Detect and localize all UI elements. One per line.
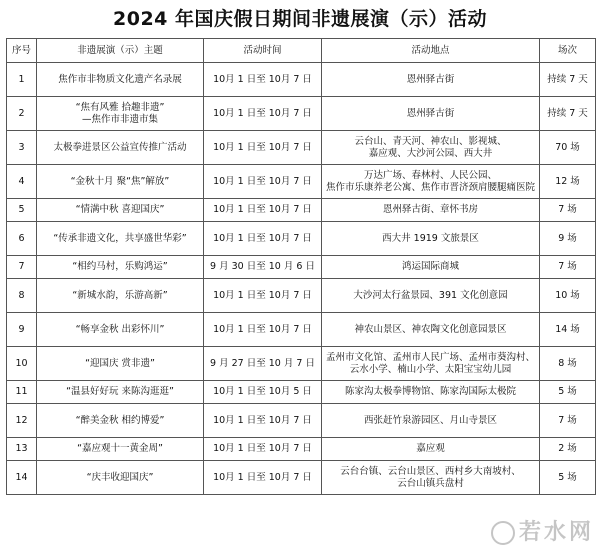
cell-time: 9 月 27 日至 10 月 7 日 — [204, 347, 322, 381]
cell-index: 14 — [7, 461, 37, 495]
watermark — [491, 515, 594, 546]
cell-venue-line: 恩州驿古街 — [406, 107, 455, 119]
cell-venue-line: 万达广场、春林村、人民公园、 — [363, 169, 497, 181]
cell-venue-line: 恩州驿古街 — [406, 73, 455, 85]
cell-theme-line: “相约马村，乐购鸿运” — [72, 261, 168, 272]
cell-venue — [322, 97, 540, 131]
table-row — [7, 97, 596, 131]
cell-count: 持续 7 天 — [540, 63, 596, 97]
header-index: 序号 — [7, 39, 37, 63]
table-row — [7, 279, 596, 313]
cell-time: 10月 1 日至 10月 7 日 — [204, 199, 322, 222]
header-theme: 非遗展演（示）主题 — [37, 39, 204, 63]
table-header-row — [7, 39, 596, 63]
cell-count: 70 场 — [540, 131, 596, 165]
table-row — [7, 461, 596, 495]
cell-index: 1 — [7, 63, 37, 97]
cell-time: 10月 1 日至 10月 5 日 — [204, 381, 322, 404]
cell-venue — [322, 347, 540, 381]
table-row — [7, 63, 596, 97]
table-row — [7, 131, 596, 165]
table-row — [7, 222, 596, 256]
cell-theme-line: “醉美金秋 相约博爱” — [75, 414, 165, 426]
cell-venue — [322, 131, 540, 165]
cell-venue — [322, 461, 540, 495]
table-row — [7, 438, 596, 461]
cell-venue-line: 嘉应观、大沙河公园、西大井 — [368, 147, 493, 159]
cell-time: 10月 1 日至 10月 7 日 — [204, 131, 322, 165]
cell-index: 4 — [7, 165, 37, 199]
cell-time: 10月 1 日至 10月 7 日 — [204, 222, 322, 256]
cell-theme — [37, 63, 204, 97]
cell-time: 10月 1 日至 10月 7 日 — [204, 461, 322, 495]
cell-theme — [37, 256, 204, 279]
cell-venue — [322, 222, 540, 256]
table-body — [7, 63, 596, 495]
cell-theme — [37, 97, 204, 131]
cell-venue — [322, 165, 540, 199]
table-row — [7, 381, 596, 404]
cell-venue — [322, 256, 540, 279]
cell-count: 7 场 — [540, 256, 596, 279]
cell-theme — [37, 313, 204, 347]
cell-count: 5 场 — [540, 381, 596, 404]
cell-time: 10月 1 日至 10月 7 日 — [204, 165, 322, 199]
cell-theme — [37, 438, 204, 461]
cell-theme-line: “金秋十月 聚“焦”解放” — [70, 175, 170, 187]
cell-theme-line: “畅享金秋 出彩怀川” — [75, 323, 165, 335]
cell-theme-line: —焦作市非遗市集 — [81, 113, 158, 125]
cell-venue-line: 云台台镇、云台山景区、西村乡大南坡村、 — [340, 465, 521, 477]
cell-theme — [37, 165, 204, 199]
cell-venue-line: 神农山景区、神农陶文化创意园景区 — [354, 323, 507, 335]
cell-venue-line: 西张赶竹泉游园区、月山寺景区 — [363, 414, 497, 426]
cell-theme-line: 太极拳进景区公益宣传推广活动 — [53, 141, 187, 153]
cell-time: 10月 1 日至 10月 7 日 — [204, 63, 322, 97]
cell-count: 5 场 — [540, 461, 596, 495]
cell-venue-line: 孟州市文化馆、孟州市人民广场、孟州市葵沟村、 — [325, 351, 535, 363]
cell-index: 5 — [7, 199, 37, 222]
cell-venue-line: 焦作市乐康养老公寓、焦作市晋济颈肩腰腿痛医院 — [325, 181, 535, 193]
cell-count: 7 场 — [540, 404, 596, 438]
header-count: 场次 — [540, 39, 596, 63]
cell-venue — [322, 63, 540, 97]
cell-venue-line: 嘉应观 — [416, 443, 445, 454]
cell-time: 10月 1 日至 10月 7 日 — [204, 97, 322, 131]
cell-theme — [37, 199, 204, 222]
cell-theme-line: “温县好好玩 来陈沟逛逛” — [66, 386, 174, 397]
cell-venue-line: 云台山、青天河、神农山、影视城、 — [354, 135, 507, 147]
cell-theme — [37, 404, 204, 438]
cell-count: 7 场 — [540, 199, 596, 222]
cell-venue-line: 陈家沟太极拳博物馆、陈家沟国际太极院 — [344, 386, 516, 397]
cell-index: 9 — [7, 313, 37, 347]
table-row — [7, 404, 596, 438]
cell-venue-line: 云水小学、楠山小学、太阳宝宝幼儿园 — [349, 363, 512, 375]
activities-table — [6, 38, 596, 495]
watermark-logo-icon — [491, 521, 515, 545]
table-row — [7, 313, 596, 347]
header-time: 活动时间 — [204, 39, 322, 63]
header-venue: 活动地点 — [322, 39, 540, 63]
cell-count: 8 场 — [540, 347, 596, 381]
cell-venue — [322, 199, 540, 222]
cell-time: 9 月 30 日至 10 月 6 日 — [204, 256, 322, 279]
cell-theme — [37, 279, 204, 313]
cell-count: 2 场 — [540, 438, 596, 461]
cell-count: 14 场 — [540, 313, 596, 347]
cell-venue-line: 西大井 1919 文旅景区 — [382, 232, 479, 244]
cell-venue — [322, 313, 540, 347]
table-row — [7, 199, 596, 222]
cell-venue — [322, 381, 540, 404]
cell-index: 11 — [7, 381, 37, 404]
cell-theme-line: “新城水韵，乐游高新” — [72, 289, 168, 301]
watermark-text: 若水网 — [518, 520, 594, 545]
cell-theme-line: “焦有风雅 拾趣非遗” — [75, 101, 165, 113]
cell-index: 2 — [7, 97, 37, 131]
cell-venue — [322, 279, 540, 313]
cell-theme-line: “庆丰收迎国庆” — [86, 471, 154, 483]
page-title: 2024 年国庆假日期间非遗展演（示）活动 — [113, 8, 487, 30]
cell-time: 10月 1 日至 10月 7 日 — [204, 313, 322, 347]
cell-index: 6 — [7, 222, 37, 256]
cell-index: 3 — [7, 131, 37, 165]
cell-index: 7 — [7, 256, 37, 279]
cell-venue-line: 大沙河太行盆景园、391 文化创意园 — [353, 289, 508, 301]
cell-theme-line: “嘉应观十一黄金周” — [77, 443, 163, 454]
cell-index: 8 — [7, 279, 37, 313]
table-row — [7, 347, 596, 381]
cell-index: 13 — [7, 438, 37, 461]
cell-index: 10 — [7, 347, 37, 381]
cell-theme-line: “迎国庆 赏非遗” — [85, 357, 155, 369]
cell-venue-line: 鸿运国际商城 — [401, 261, 459, 272]
cell-count: 9 场 — [540, 222, 596, 256]
cell-count: 持续 7 天 — [540, 97, 596, 131]
cell-time: 10月 1 日至 10月 7 日 — [204, 279, 322, 313]
cell-venue-line: 恩州驿古街、章怀书房 — [382, 204, 478, 215]
table-row — [7, 256, 596, 279]
cell-venue — [322, 438, 540, 461]
cell-count: 10 场 — [540, 279, 596, 313]
cell-venue — [322, 404, 540, 438]
cell-venue-line: 云台山镇兵盘村 — [397, 477, 464, 489]
cell-time: 10月 1 日至 10月 7 日 — [204, 438, 322, 461]
cell-theme — [37, 347, 204, 381]
cell-theme — [37, 222, 204, 256]
cell-theme-line: “传承非遗文化，共享盛世华彩” — [53, 232, 187, 244]
cell-time: 10月 1 日至 10月 7 日 — [204, 404, 322, 438]
cell-theme-line: “情满中秋 喜迎国庆” — [75, 204, 165, 215]
cell-theme — [37, 461, 204, 495]
cell-count: 12 场 — [540, 165, 596, 199]
cell-theme — [37, 131, 204, 165]
cell-theme — [37, 381, 204, 404]
cell-index: 12 — [7, 404, 37, 438]
table-row — [7, 165, 596, 199]
cell-theme-line: 焦作市非物质文化遗产名录展 — [58, 73, 182, 85]
